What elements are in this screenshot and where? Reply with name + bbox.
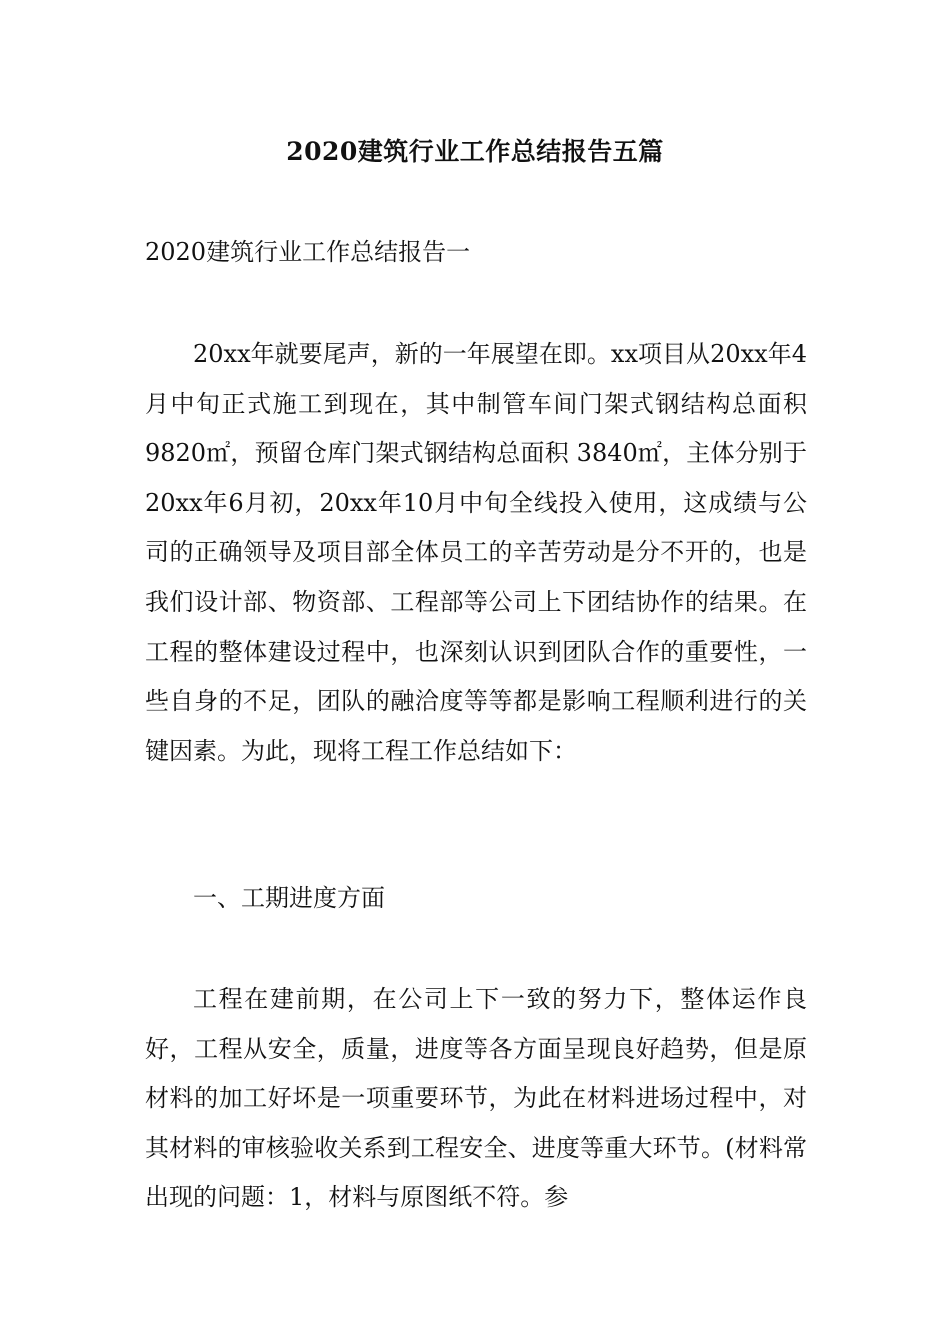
report-subtitle: 2020建筑行业工作总结报告一 (145, 238, 471, 266)
body-paragraph-intro: 20xx年就要尾声，新的一年展望在即。xx项目从20xx年4月中旬正式施工到现在，其中制管车间门架式钢结构总面积 9820㎡，预留仓库门架式钢结构总面积 3840㎡，主体分别于20xx年6月初，20xx年10月中旬全线投入使用，这成绩与公司的正确领导及项目部全体员工的辛苦劳动是分不开的，也是我们设计部、物资部、工程部等公司上下团结协作的结果。在工程的整体建设过程中，也深刻认识到团队合作的重要性，一些自身的不足，团队的融洽度等等都是影响工程顺利进行的关键因素。为此，现将工程工作总结如下： (145, 340, 807, 765)
document-title: 2020建筑行业工作总结报告五篇 (286, 137, 664, 166)
body-paragraph-schedule: 工程在建前期，在公司上下一致的努力下，整体运作良好，工程从安全，质量，进度等各方面呈现良好趋势，但是原材料的加工好坏是一项重要环节，为此在材料进场过程中，对其材料的审核验收关系到工程安全、进度等重大环节。(材料常出现的问题：1，材料与原图纸不符。参 (145, 985, 807, 1212)
section-heading-schedule: 一、工期进度方面 (193, 884, 385, 912)
